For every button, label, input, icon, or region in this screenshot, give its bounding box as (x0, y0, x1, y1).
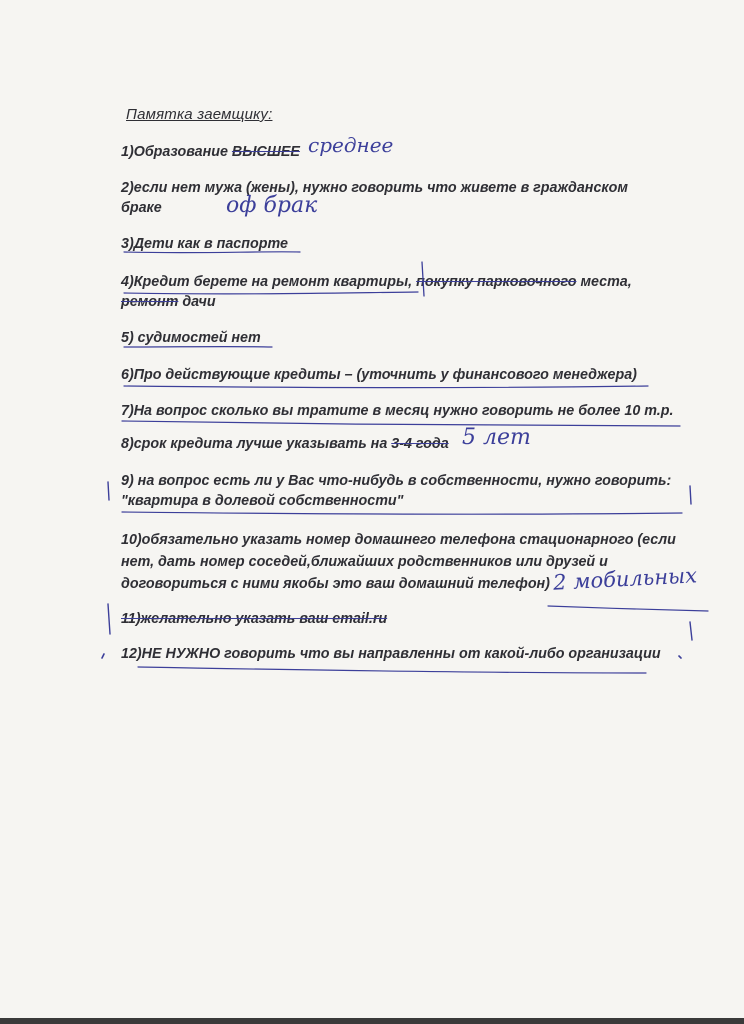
item-4-struck-a: покупку парковочного (416, 274, 577, 290)
item-4-line-2 (121, 292, 701, 313)
underline-item-12 (138, 667, 646, 673)
item-4-text-a: 4)Кредит берете на ремонт квартиры, (121, 274, 417, 290)
item-3: 3)Дети как в паспорте (121, 236, 288, 252)
margin-mark-item-9-left (108, 482, 109, 500)
item-8-struck: 3-4 года (391, 436, 449, 452)
item-10-line-2: нет, дать номер соседей,ближайших родственников или друзей и (121, 554, 608, 570)
item-2-line-2: браке (121, 200, 162, 216)
item-8-text: 8)срок кредита лучше указывать на (121, 436, 392, 452)
scan-edge (0, 1018, 744, 1024)
item-4-line-1 (121, 272, 701, 293)
item-4-struck-b: ремонт (121, 294, 179, 310)
item-2-line-1: 2)если нет мужа (жены), нужно говорить что живете в гражданском (121, 180, 628, 196)
item-1-text: 1)Образование (121, 144, 232, 160)
item-4-text-b: места, (576, 274, 632, 290)
item-4-text-c: дачи (178, 294, 216, 310)
margin-mark-item-11-left (108, 604, 110, 634)
item-5: 5) судимостей нет (121, 330, 261, 346)
item-11 (121, 609, 701, 630)
item-7: 7)На вопрос сколько вы тратите в месяц нужно говорить не более 10 т.р. (121, 403, 674, 419)
item-8-handwritten-note: 5 лет (462, 425, 531, 450)
item-10-line-1: 10)обязательно указать номер домашнего телефона стационарного (если (121, 532, 676, 548)
item-11-struck: 11)желательно указать ваш email.ru (121, 611, 388, 627)
page-title: Памятка заемщику: (126, 106, 273, 123)
underline-item-6 (124, 386, 648, 388)
item-6: 6)Про действующие кредиты – (уточнить у финансового менеджера) (121, 367, 637, 383)
item-9-line-1: 9) на вопрос есть ли у Вас что-нибудь в собственности, нужно говорить: (121, 473, 672, 489)
item-2-handwritten-note: оф брак (226, 193, 318, 218)
item-1-struck: ВЫСШЕЕ (231, 144, 300, 160)
underline-item-9 (122, 512, 682, 514)
item-9-line-2: "квартира в долевой собственности" (121, 493, 404, 509)
item-10-handwritten-note: 2 мобильных (552, 563, 698, 595)
item-10-line-3: договориться с ними якобы это ваш домашний телефон) (121, 576, 550, 592)
item-1 (121, 142, 701, 163)
margin-tick-item-12 (102, 654, 104, 658)
item-8 (121, 434, 701, 455)
item-12: 12)НЕ НУЖНО говорить что вы направленны от какой-либо организации (121, 646, 661, 662)
item-1-handwritten-note: среднее (308, 133, 394, 157)
